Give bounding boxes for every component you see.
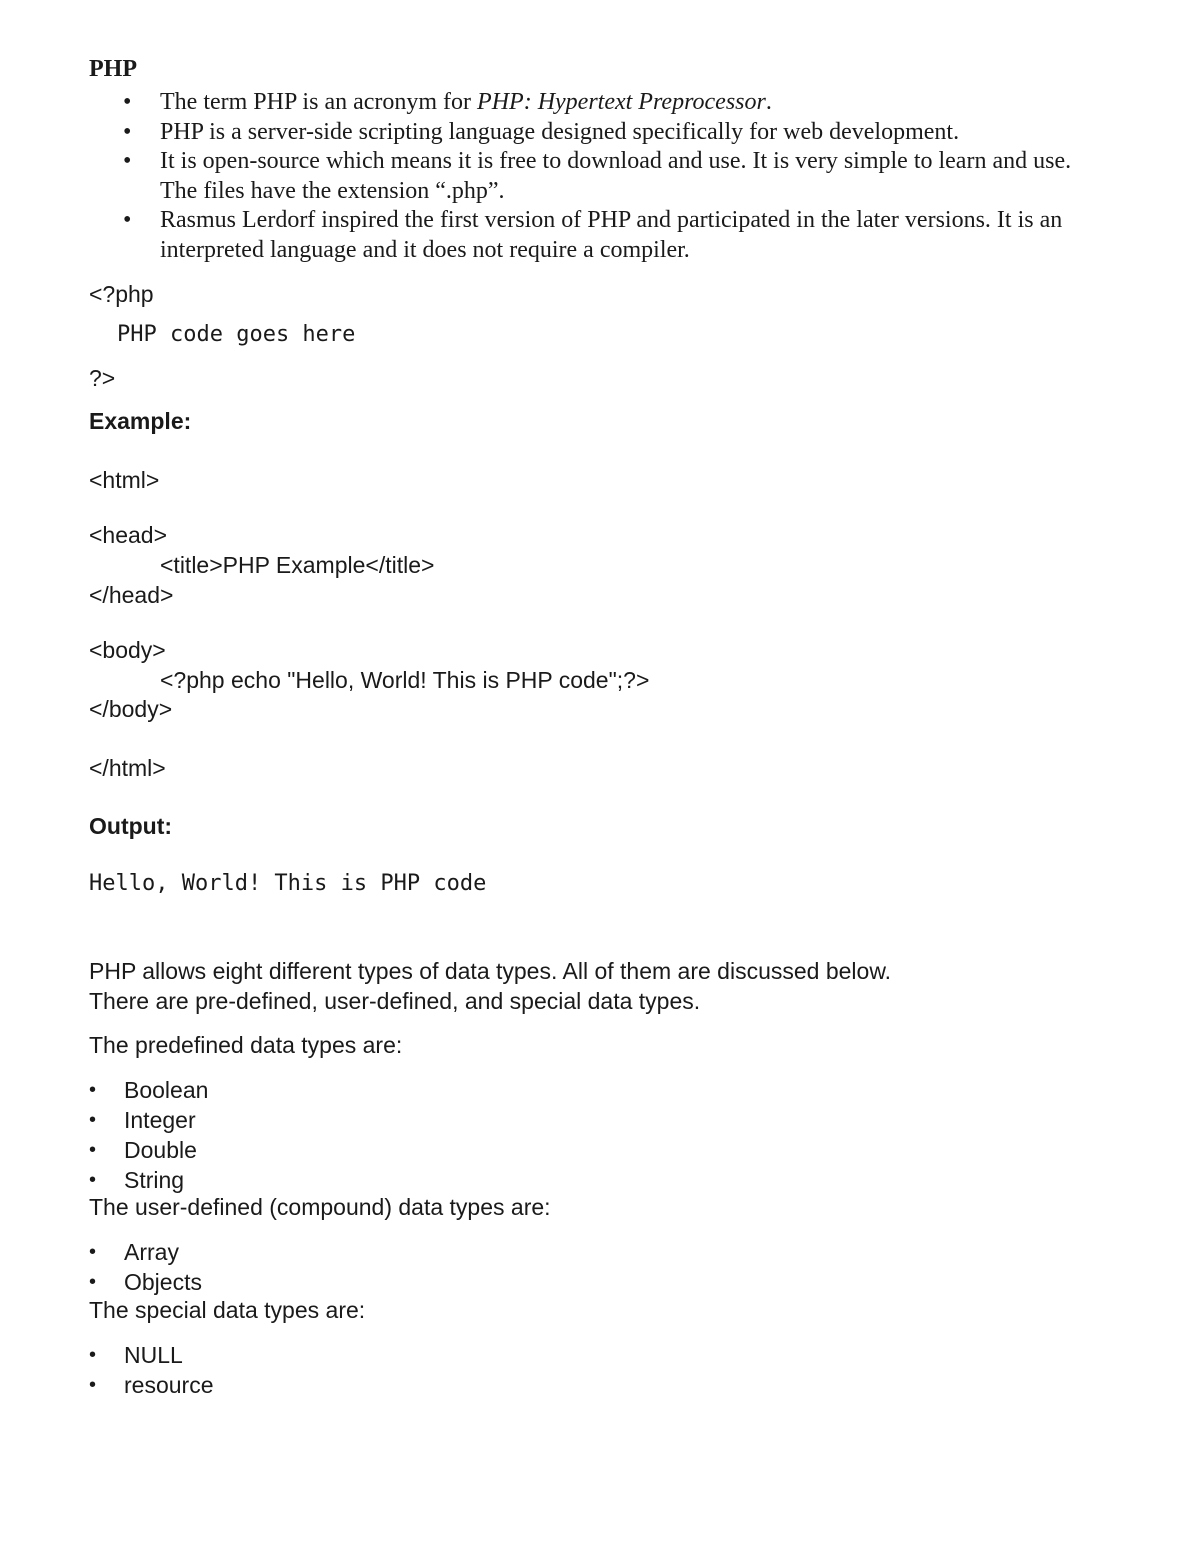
list-item: • String [89,1165,208,1195]
code-echo-line: <?php echo "Hello, World! This is PHP code";?> [160,667,650,693]
item-text: The term PHP is an acronym for [160,89,478,115]
list-item: • Objects [89,1267,202,1297]
section-heading: PHP [89,56,137,82]
list-item [89,88,1079,118]
special-label: The special data types are: [89,1297,366,1323]
types-intro-line-2: There are pre-defined, user-defined, and special data types. [89,988,701,1014]
list-item [89,147,1079,206]
code-title-line: <title>PHP Example</title> [160,552,435,578]
list-item: • Integer [89,1105,208,1135]
syntax-close-tag: ?> [89,365,116,391]
list-item [89,206,1079,265]
intro-list [89,88,1079,265]
item-text: It is open-source which means it is free to download and use. It is very simple to learn and use. The files have the extension “.php”. [160,148,1072,204]
example-label: Example: [89,408,192,434]
list-item: • resource [89,1370,213,1400]
code-body-close: </body> [89,696,173,722]
output-label: Output: [89,813,173,839]
code-head-close: </head> [89,582,174,608]
predefined-label: The predefined data types are: [89,1032,403,1058]
list-item: • Double [89,1135,208,1165]
special-list [89,1340,213,1400]
item-text: PHP is a server-side scripting language designed specifically for web development. [160,118,960,145]
predefined-list [89,1075,208,1195]
list-item: • Array [89,1237,202,1267]
types-intro-line-1: PHP allows eight different types of data types. All of them are discussed below. [89,958,892,984]
code-html-open: <html> [89,467,160,493]
code-body-open: <body> [89,637,166,663]
item-text: Rasmus Lerdorf inspired the first version of PHP and participated in the later versions. It is an interpreted language and it does not require a compiler. [160,207,1063,263]
list-item: • NULL [89,1340,213,1370]
item-text-end: . [765,89,772,115]
code-html-close: </html> [89,755,166,781]
syntax-body: PHP code goes here [117,322,356,347]
list-item [89,118,1079,148]
code-head-open: <head> [89,522,168,548]
output-text: Hello, World! This is PHP code [89,871,487,896]
item-emphasis: PHP: Hypertext Preprocessor [477,89,766,115]
syntax-open-tag: <?php [89,281,154,307]
list-item: • Boolean [89,1075,208,1105]
compound-label: The user-defined (compound) data types are: [89,1194,551,1220]
compound-list [89,1237,202,1297]
